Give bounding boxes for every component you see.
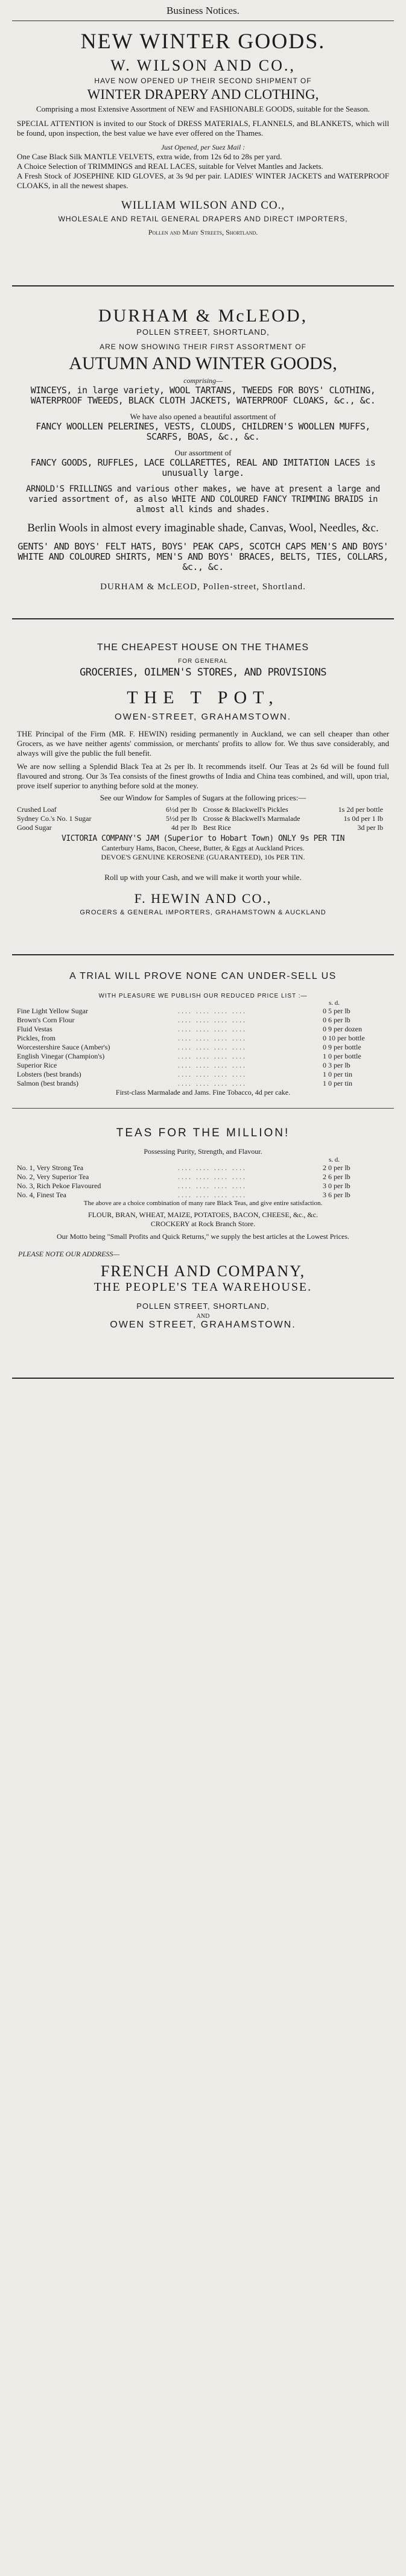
price-row: Fluid Vestas .... .... .... .... 0 9 per dozen — [17, 1025, 362, 1033]
teapot-see: See our Window for Samples of Sugars at the following prices:— — [100, 793, 306, 802]
french-units: s. d. — [328, 1156, 340, 1163]
french-and: AND — [196, 1313, 210, 1320]
french-ad — [12, 955, 394, 1378]
wilson-line3: Comprising a most Extensive Assortment of NEW and FASHIONABLE GOODS, suitable for the Season. — [36, 104, 370, 113]
tea-row: No. 1, Very Strong Tea .... .... .... .... 2 0 per lb — [17, 1163, 350, 1172]
teapot-groceries: GROCERIES, OILMEN'S STORES, AND PROVISIONS — [80, 666, 326, 679]
sugar-row: Crosse & Blackwell's Pickles 1s 2d per bottle — [203, 805, 383, 814]
sugar-row: Good Sugar 4d per lb — [17, 823, 197, 832]
price-row: Lobsters (best brands) .... .... .... .... 1 0 per tin — [17, 1070, 352, 1078]
wilson-signature: WILLIAM WILSON AND CO., — [121, 199, 285, 212]
sugar-price-table — [12, 805, 394, 832]
sugar-row: Best Rice 3d per lb — [203, 823, 383, 832]
teapot-name: THE T POT, — [127, 688, 279, 707]
sugar-row: Sydney Co.'s No. 1 Sugar 5½d per lb — [17, 814, 197, 823]
durham-gents: GENTS' AND BOYS' FELT HATS, BOYS' PEAK CAPS, SCOTCH CAPS MEN'S AND BOYS' WHITE AND COLOURED SHIRTS, MEN'S AND BOYS' BRACES, BELTS, TIES, COLLARS, &c., &c. — [17, 541, 389, 572]
french-price-list — [12, 1007, 394, 1088]
durham-big: AUTUMN AND WINTER GOODS, — [69, 353, 337, 373]
french-above: The above are a choice combination of many rare Black Teas, and give entire satisfaction. — [83, 1200, 323, 1207]
wilson-attention: SPECIAL ATTENTION is invited to our Stock of DRESS MATERIALS, FLANNELS, and BLANKETS, which will be found, upon inspection, the best value we have ever offered on the Thames. — [17, 119, 389, 138]
french-flour: FLOUR, BRAN, WHEAT, MAIZE, POTATOES, BACON, CHEESE, &c., &c. — [87, 1210, 319, 1219]
teapot-headline: THE CHEAPEST HOUSE ON THE THAMES — [97, 642, 309, 653]
sugar-column-right — [203, 805, 390, 832]
french-intro: WITH PLEASURE WE PUBLISH OUR REDUCED PRICE LIST :— — [98, 993, 308, 999]
teapot-para1: THE Principal of the Firm (MR. F. HEWIN) residing permanently in Auckland, we can sell cheaper than other Grocers, as we have neither agents' commission, or merchants' profits to allow for. We thus save considerably, and always will give the public the full benefit. — [17, 729, 389, 758]
wilson-opened: Just Opened, per Suez Mail : — [160, 143, 246, 151]
french-address2: OWEN STREET, GRAHAMSTOWN. — [110, 1320, 296, 1330]
french-units: s. d. — [328, 999, 340, 1007]
french-name: FRENCH AND COMPANY, — [100, 1262, 306, 1280]
newspaper-page — [12, 0, 394, 2576]
teapot-for: FOR GENERAL — [178, 658, 228, 665]
durham-berlin: Berlin Wools in almost every imaginable shade, Canvas, Wool, Needles, &c. — [27, 522, 379, 534]
tea-row: No. 3, Rich Pekoe Flavoured .... .... .... .... 3 0 per lb — [17, 1182, 350, 1190]
sugar-row: Crushed Loaf 6½d per lb — [17, 805, 197, 814]
teapot-para2: We are now selling a Splendid Black Tea at 2s per lb. It recommends itself. Our Teas at 2s 6d will be found full flavoured and strong. Our 3s Tea consists of the finest growths of India and China teas combined, and will, upon trial, prove itself superior to anything before sold at the money. — [17, 762, 389, 790]
french-address1: POLLEN STREET, SHORTLAND, — [136, 1302, 270, 1311]
price-row: Fine Light Yellow Sugar .... .... .... .... 0 5 per lb — [17, 1007, 350, 1015]
wilson-item: One Case Black Silk MANTLE VELVETS, extra wide, from 12s 6d to 28s per yard. — [17, 152, 282, 161]
french-teas: TEAS FOR THE MILLION! — [116, 1127, 290, 1139]
tea-price-list — [12, 1163, 394, 1200]
price-row: Pickles, from .... .... .... .... 0 10 per bottle — [17, 1034, 365, 1042]
durham-name: DURHAM & McLEOD, — [98, 306, 308, 326]
section-header: Business Notices. — [12, 0, 394, 21]
divider — [12, 1378, 394, 1379]
durham-list2: FANCY WOOLLEN PELERINES, VESTS, CLOUDS, CHILDREN'S WOOLLEN MUFFS, SCARFS, BOAS, &c., &c. — [36, 421, 370, 442]
teapot-victoria: VICTORIA COMPANY'S JAM (Superior to Hobart Town) ONLY 9s PER TIN — [62, 834, 344, 843]
durham-signature: DURHAM & McLEOD, Pollen-street, Shortland. — [100, 582, 306, 592]
durham-assort: Our assortment of — [174, 448, 232, 457]
wilson-ad — [12, 21, 394, 285]
wilson-headline: NEW WINTER GOODS. — [80, 29, 326, 53]
teapot-kerosene: DEVOE'S GENUINE KEROSENE (GUARANTEED), 10s PER TIN. — [101, 853, 305, 861]
tea-row: No. 4, Finest Tea .... .... .... .... 3 6 per lb — [17, 1191, 350, 1199]
durham-ad — [12, 286, 394, 618]
wilson-item: A Choice Selection of TRIMMINGS and REAL LACES, suitable for Velvet Mantles and Jackets. — [17, 162, 323, 171]
sugar-column-left — [17, 805, 203, 832]
teapot-street: OWEN-STREET, GRAHAMSTOWN. — [114, 712, 292, 722]
sugar-row: Crosse & Blackwell's Marmalade 1s 0d per 1 lb — [203, 814, 383, 823]
durham-list1: WINCEYS, in large variety, WOOL TARTANS, TWEEDS FOR BOYS' CLOTHING, WATERPROOF TWEEDS, BLACK CLOTH JACKETS, WATERPROOF CLOAKS, &c., &c. — [30, 385, 376, 406]
french-warehouse: THE PEOPLE'S TEA WAREHOUSE. — [94, 1280, 312, 1294]
price-row: Superior Rice .... .... .... .... 0 3 per lb — [17, 1061, 350, 1069]
durham-announce: ARE NOW SHOWING THEIR FIRST ASSORTMENT OF — [100, 343, 306, 351]
price-row: English Vinegar (Champion's) .... .... .... .... 1 0 per bottle — [17, 1052, 361, 1060]
price-row: Brown's Corn Flour .... .... .... .... 0 6 per lb — [17, 1016, 350, 1024]
wilson-line2: WINTER DRAPERY AND CLOTHING, — [87, 87, 319, 102]
french-firstclass: First-class Marmalade and Jams. Fine Tobacco, 4d per cake. — [115, 1088, 291, 1097]
inner-divider — [12, 1108, 394, 1110]
wilson-trade: WHOLESALE AND RETAIL GENERAL DRAPERS AND DIRECT IMPORTERS, — [58, 215, 348, 223]
price-row: Worcestershire Sauce (Amber's) .... .... .... .... 0 9 per bottle — [17, 1043, 361, 1051]
price-row: Salmon (best brands) .... .... .... .... 1 0 per tin — [17, 1079, 352, 1087]
wilson-firm: W. WILSON AND CO., — [110, 57, 296, 74]
french-crockery: CROCKERY at Rock Branch Store. — [150, 1220, 256, 1228]
durham-arnold: ARNOLD'S FRILLINGS and various other makes, we have at present a large and varied assortment of, as also WHITE AND COLOURED FANCY TRIMMING BRAIDS in almost all kinds and shades. — [26, 484, 380, 514]
french-possess: Possessing Purity, Strength, and Flavour. — [144, 1147, 262, 1156]
wilson-announce: HAVE NOW OPENED UP THEIR SECOND SHIPMENT OF — [94, 77, 312, 85]
teapot-ad — [12, 619, 394, 954]
wilson-item: A Fresh Stock of JOSEPHINE KID GLOVES, at 3s 9d per pair. LADIES' WINTER JACKETS and WATERPROOF CLOAKS, in all the newest shapes. — [17, 171, 389, 190]
french-motto: Our Motto being "Small Profits and Quick Returns," we supply the best articles at the Lowest Prices. — [56, 1232, 350, 1241]
teapot-trade: GROCERS & GENERAL IMPORTERS, GRAHAMSTOWN & AUCKLAND — [80, 909, 326, 916]
durham-street: POLLEN STREET, SHORTLAND, — [136, 328, 270, 337]
wilson-address: Pollen and Mary Streets, Shortland. — [148, 228, 258, 236]
durham-comprising: comprising— — [183, 376, 223, 385]
teapot-roll: Roll up with your Cash, and we will make it worth your while. — [104, 873, 302, 882]
french-note: PLEASE NOTE OUR ADDRESS— — [18, 1250, 120, 1258]
durham-list3: FANCY GOODS, RUFFLES, LACE COLLARETTES, REAL AND IMITATION LACES is unusually large. — [30, 457, 376, 478]
french-headline: A TRIAL WILL PROVE NONE CAN UNDER-SELL US — [69, 971, 337, 981]
tea-row: No. 2, Very Superior Tea .... .... .... .... 2 6 per lb — [17, 1172, 350, 1181]
durham-opened: We have also opened a beautiful assortment of — [130, 412, 276, 421]
teapot-signature: F. HEWIN AND CO., — [134, 891, 272, 906]
teapot-canterbury: Canterbury Hams, Bacon, Cheese, Butter, & Eggs at Auckland Prices. — [101, 844, 305, 852]
